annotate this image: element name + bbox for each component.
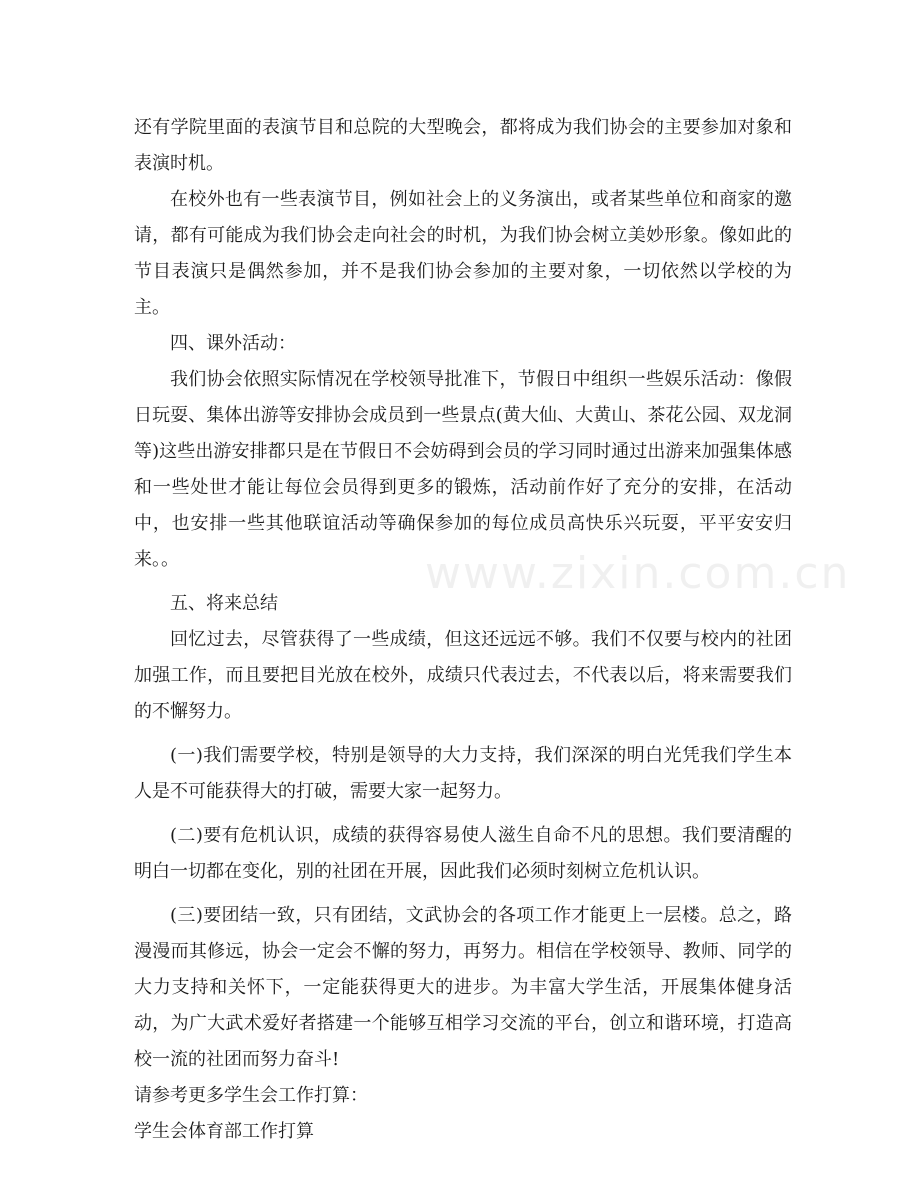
reference-note: 请参考更多学生会工作打算： (134, 1085, 368, 1106)
list-item-school-support: (一)我们需要学校，特别是领导的大力支持，我们深深的明白光凭我们学生本人是不可能获得大的打破，需要大家一起努力。 (134, 745, 792, 802)
section-heading-extracurricular: 四、课外活动： (170, 333, 296, 354)
paragraph-review: 回忆过去，尽管获得了一些成绩，但这还远远不够。我们不仅要与校内的社团加强工作，而且要把目光放在校外，成绩只代表过去，不代表以后，将来需要我们的不懈努力。 (134, 629, 792, 722)
section-heading-future-summary: 五、将来总结 (170, 593, 278, 614)
paragraph-extracurricular-activities: 我们协会依照实际情况在学校领导批准下，节假日中组织一些娱乐活动：像假日玩耍、集体出游等安排协会成员到一些景点(黄大仙、大黄山、茶花公园、双龙洞等)这些出游安排都只是在节假日不会妨碍到会员的学习同时通过出游来加强集体感和一些处世才能让每位会员得到更多的锻炼，活动前作好了充分的安排，在活动中，也安排一些其他联谊活动等确保参加的每位成员高快乐兴玩耍，平平安安归来。。 (134, 369, 792, 570)
watermark: www.zixin.com.cn (425, 548, 851, 599)
paragraph-performance-continued: 还有学院里面的表演节目和总院的大型晚会，都将成为我们协会的主要参加对象和表演时机。 (134, 117, 792, 174)
list-item-crisis-awareness: (二)要有危机认识，成绩的获得容易使人滋生自命不凡的思想。我们要清醒的明白一切都在变化，别的社团在开展，因此我们必须时刻树立危机认识。 (134, 825, 792, 882)
paragraph-offcampus-performances: 在校外也有一些表演节目，例如社会上的义务演出，或者某些单位和商家的邀请，都有可能成为我们协会走向社会的时机，为我们协会树立美妙形象。像如此的节目表演只是偶然参加，并不是我们协会参加的主要对象，一切依然以学校的为主。 (134, 189, 792, 318)
list-item-unity: (三)要团结一致，只有团结，文武协会的各项工作才能更上一层楼。总之，路漫漫而其修远，协会一定会不懈的努力，再努力。相信在学校领导、教师、同学的大力支持和关怀下，一定能获得更大的进步。为丰富大学生活，开展集体健身活动，为广大武术爱好者搭建一个能够互相学习交流的平台，创立和谐环境，打造高校一流的社团而努力奋斗! (134, 905, 792, 1070)
document-body (134, 110, 792, 1150)
reference-link-sports-dept: 学生会体育部工作打算 (134, 1121, 314, 1142)
